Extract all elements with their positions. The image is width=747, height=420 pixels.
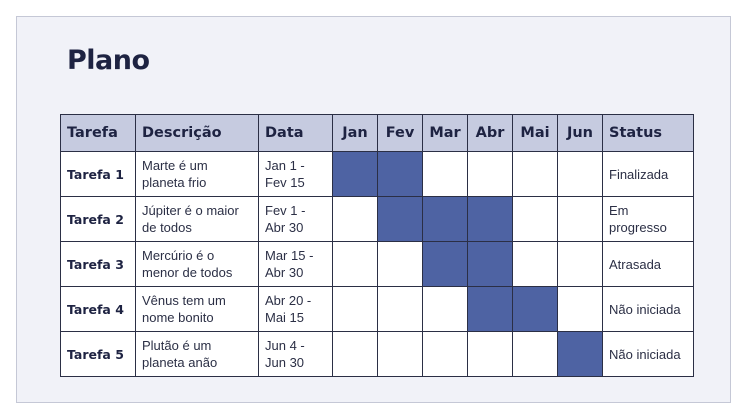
task-date: Fev 1 - Abr 30 — [259, 197, 333, 242]
gantt-cell — [558, 242, 603, 287]
gantt-cell — [378, 332, 423, 377]
gantt-cell — [378, 152, 423, 197]
header-month: Fev — [378, 115, 423, 152]
gantt-cell — [423, 242, 468, 287]
gantt-cell — [423, 332, 468, 377]
task-date: Jan 1 - Fev 15 — [259, 152, 333, 197]
gantt-cell — [423, 197, 468, 242]
gantt-cell — [468, 332, 513, 377]
gantt-cell — [378, 287, 423, 332]
header-date: Data — [259, 115, 333, 152]
task-status: Finalizada — [603, 152, 694, 197]
task-date: Abr 20 - Mai 15 — [259, 287, 333, 332]
gantt-cell — [558, 152, 603, 197]
header-month: Mar — [423, 115, 468, 152]
gantt-cell — [468, 242, 513, 287]
gantt-cell — [333, 332, 378, 377]
task-date: Jun 4 - Jun 30 — [259, 332, 333, 377]
gantt-cell — [423, 152, 468, 197]
table-row — [61, 197, 694, 242]
gantt-cell — [378, 242, 423, 287]
slide — [16, 16, 731, 403]
gantt-cell — [378, 197, 423, 242]
gantt-cell — [513, 287, 558, 332]
task-name: Tarefa 4 — [61, 287, 136, 332]
task-name: Tarefa 2 — [61, 197, 136, 242]
task-status: Em progresso — [603, 197, 694, 242]
task-status: Não iniciada — [603, 287, 694, 332]
gantt-cell — [468, 197, 513, 242]
task-name: Tarefa 1 — [61, 152, 136, 197]
task-status: Não iniciada — [603, 332, 694, 377]
task-description: Plutão é um planeta anão — [136, 332, 259, 377]
gantt-cell — [558, 197, 603, 242]
task-description: Vênus tem um nome bonito — [136, 287, 259, 332]
gantt-cell — [513, 152, 558, 197]
header-month: Jan — [333, 115, 378, 152]
table-row — [61, 152, 694, 197]
gantt-cell — [333, 242, 378, 287]
task-name: Tarefa 5 — [61, 332, 136, 377]
task-description: Marte é um planeta frio — [136, 152, 259, 197]
task-name: Tarefa 3 — [61, 242, 136, 287]
table-row — [61, 332, 694, 377]
gantt-cell — [333, 197, 378, 242]
gantt-cell — [513, 242, 558, 287]
header-row — [61, 115, 694, 152]
table-row — [61, 287, 694, 332]
gantt-cell — [423, 287, 468, 332]
gantt-cell — [513, 332, 558, 377]
header-task: Tarefa — [61, 115, 136, 152]
header-month: Jun — [558, 115, 603, 152]
gantt-cell — [468, 152, 513, 197]
task-description: Mercúrio é o menor de todos — [136, 242, 259, 287]
task-status: Atrasada — [603, 242, 694, 287]
page-title: Plano — [67, 45, 150, 76]
task-date: Mar 15 - Abr 30 — [259, 242, 333, 287]
header-month: Abr — [468, 115, 513, 152]
header-description: Descrição — [136, 115, 259, 152]
gantt-cell — [558, 332, 603, 377]
gantt-cell — [333, 152, 378, 197]
plan-table — [60, 114, 694, 377]
gantt-cell — [333, 287, 378, 332]
header-status: Status — [603, 115, 694, 152]
gantt-cell — [558, 287, 603, 332]
header-month: Mai — [513, 115, 558, 152]
gantt-cell — [513, 197, 558, 242]
table-row — [61, 242, 694, 287]
gantt-cell — [468, 287, 513, 332]
task-description: Júpiter é o maior de todos — [136, 197, 259, 242]
